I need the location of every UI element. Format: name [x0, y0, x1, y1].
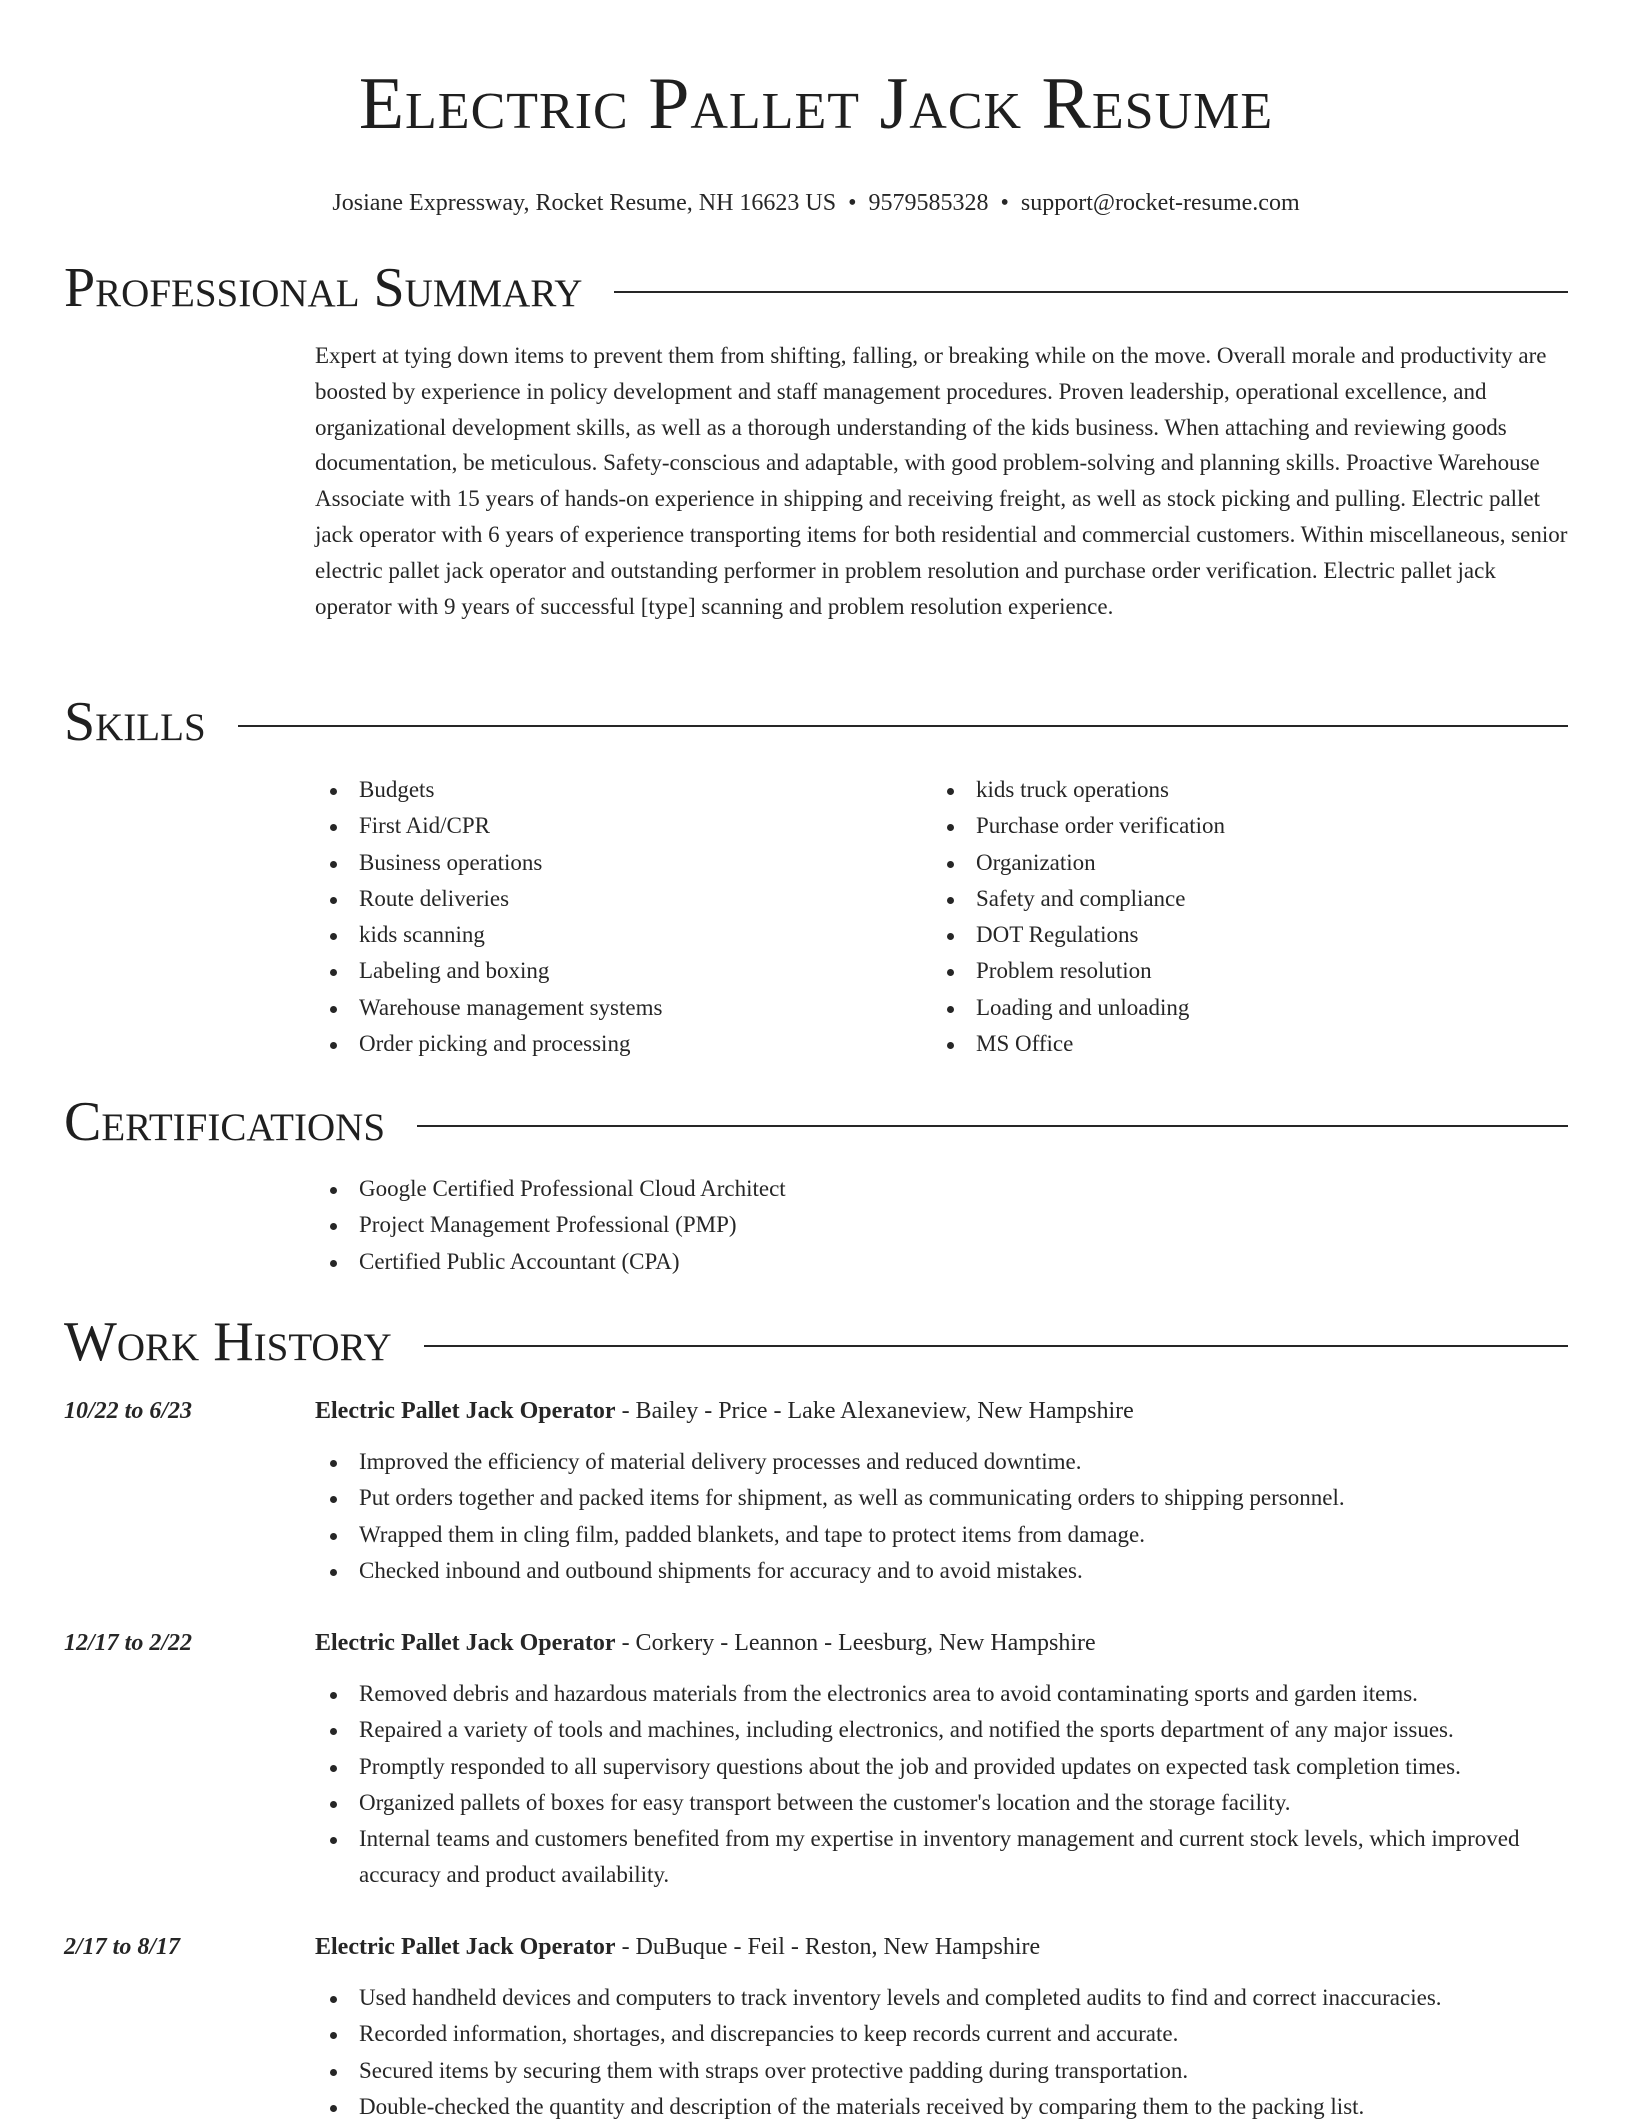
skill-item: Loading and unloading	[932, 990, 1492, 1026]
certification-item: Certified Public Accountant (CPA)	[315, 1244, 1568, 1280]
skills-section-header	[64, 690, 1568, 754]
skill-item: Route deliveries	[315, 881, 875, 917]
job-bullet: Organized pallets of boxes for easy transport between the customer's location and the storage facility.	[315, 1785, 1568, 1821]
skills-list-left	[315, 772, 875, 1062]
skill-item: kids scanning	[315, 917, 875, 953]
skills-list-right	[932, 772, 1492, 1062]
skill-item: Budgets	[315, 772, 875, 808]
resume-title: Electric Pallet Jack Resume	[358, 63, 1274, 145]
skills-heading: Skills	[64, 691, 206, 753]
certification-item: Google Certified Professional Cloud Architect	[315, 1171, 1568, 1207]
job-title-line	[315, 1396, 1568, 1426]
section-divider	[614, 291, 1568, 293]
job-bullet: Put orders together and packed items for shipment, as well as communicating orders to shipping personnel.	[315, 1480, 1568, 1516]
skill-item: Safety and compliance	[932, 881, 1492, 917]
job-title-line	[315, 1932, 1568, 1962]
job-role: Electric Pallet Jack Operator	[315, 1934, 616, 1960]
skill-item: Organization	[932, 845, 1492, 881]
summary-heading: Professional Summary	[64, 257, 583, 319]
job-title-line	[315, 1628, 1568, 1658]
job-bullet: Promptly responded to all supervisory questions about the job and provided updates on expected task completion times.	[315, 1749, 1568, 1785]
skill-item: Warehouse management systems	[315, 990, 875, 1026]
job-bullet: Wrapped them in cling film, padded blankets, and tape to protect items from damage.	[315, 1517, 1568, 1553]
job-bullet: Improved the efficiency of material delivery processes and reduced downtime.	[315, 1444, 1568, 1480]
job-bullet: Secured items by securing them with straps over protective padding during transportation.	[315, 2053, 1568, 2089]
skill-item: Labeling and boxing	[315, 953, 875, 989]
contact-separator: •	[848, 190, 857, 216]
job-employer: - Bailey - Price - Lake Alexaneview, New Hampshire	[615, 1398, 1134, 1424]
skill-item: Order picking and processing	[315, 1026, 875, 1062]
job-bullets	[315, 1676, 1568, 1894]
job-bullets	[315, 1980, 1568, 2125]
contact-phone: 9579585328	[868, 190, 989, 216]
job-employer: - DuBuque - Feil - Reston, New Hampshire	[615, 1934, 1041, 1960]
contact-separator: •	[1000, 190, 1009, 216]
skill-item: Problem resolution	[932, 953, 1492, 989]
skill-item: Business operations	[315, 845, 875, 881]
skill-item: DOT Regulations	[932, 917, 1492, 953]
contact-email: support@rocket-resume.com	[1020, 190, 1300, 216]
job-employer: - Corkery - Leannon - Leesburg, New Hampshire	[615, 1630, 1096, 1656]
certifications-heading: Certifications	[64, 1091, 386, 1153]
certifications-section-header	[64, 1090, 1568, 1154]
job-bullet: Recorded information, shortages, and discrepancies to keep records current and accurate.	[315, 2016, 1568, 2052]
summary-section-header	[64, 256, 1568, 320]
job-bullet: Double-checked the quantity and description of the materials received by comparing them to the packing list.	[315, 2089, 1568, 2125]
job-dates: 12/17 to 2/22	[64, 1630, 193, 1656]
skill-item: First Aid/CPR	[315, 808, 875, 844]
summary-text: Expert at tying down items to prevent them from shifting, falling, or breaking while on the move. Overall morale and productivity are boosted by experience in policy development and staff management procedures. Proven leadership, operational excellence, and organizational development skills, as well as a thorough understanding of the kids business. When attaching and reviewing goods documentation, be meticulous. Safety-conscious and adaptable, with good problem-solving and planning skills. Proactive Warehouse Associate with 15 years of hands-on experience in shipping and receiving freight, as well as stock picking and pulling. Electric pallet jack operator with 6 years of experience transporting items for both residential and commercial customers. Within miscellaneous, senior electric pallet jack operator and outstanding performer in problem resolution and purchase order verification. Electric pallet jack operator with 9 years of successful [type] scanning and problem resolution experience.	[315, 343, 1568, 619]
certifications-list	[315, 1171, 1568, 1280]
job-role: Electric Pallet Jack Operator	[315, 1630, 616, 1656]
job-dates: 2/17 to 8/17	[64, 1934, 181, 1960]
job-bullets	[315, 1444, 1568, 1589]
job-bullet: Repaired a variety of tools and machines, including electronics, and notified the sports department of any major issues.	[315, 1712, 1568, 1748]
job-dates: 10/22 to 6/23	[64, 1398, 193, 1424]
skill-item: Purchase order verification	[932, 808, 1492, 844]
section-divider	[424, 1345, 1568, 1347]
skill-item: MS Office	[932, 1026, 1492, 1062]
job-bullet: Removed debris and hazardous materials from the electronics area to avoid contaminating sports and garden items.	[315, 1676, 1568, 1712]
section-divider	[238, 725, 1568, 727]
job-bullet: Checked inbound and outbound shipments for accuracy and to avoid mistakes.	[315, 1553, 1568, 1589]
work-history-heading: Work History	[64, 1311, 392, 1373]
job-role: Electric Pallet Jack Operator	[315, 1398, 616, 1424]
section-divider	[417, 1125, 1568, 1127]
job-bullet: Internal teams and customers benefited from my expertise in inventory management and current stock levels, which improved accuracy and product availability.	[315, 1821, 1568, 1894]
work-history-section-header	[64, 1310, 1568, 1374]
contact-line	[0, 188, 1632, 218]
certification-item: Project Management Professional (PMP)	[315, 1207, 1568, 1243]
job-bullet: Used handheld devices and computers to track inventory levels and completed audits to find and correct inaccuracies.	[315, 1980, 1568, 2016]
skill-item: kids truck operations	[932, 772, 1492, 808]
resume-header	[0, 58, 1632, 218]
contact-address: Josiane Expressway, Rocket Resume, NH 16623 US	[332, 190, 837, 216]
